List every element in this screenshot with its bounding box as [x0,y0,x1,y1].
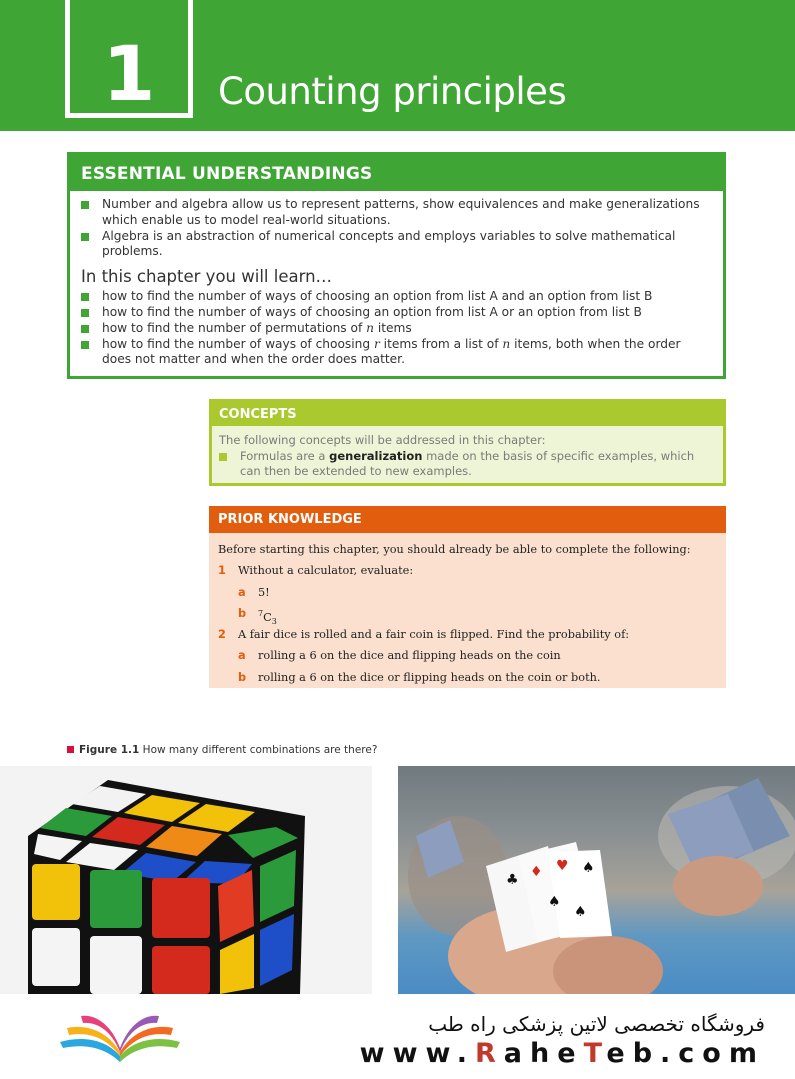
bullet-icon [81,325,89,333]
chapter-number: 1 [102,29,156,118]
bullet-icon [219,453,227,461]
bullet-icon [81,201,89,209]
svg-text:♦: ♦ [530,864,543,880]
subquestion-row [218,645,718,666]
question-text: A fair dice is rolled and a fair coin is flipped. Find the probability of: [238,628,630,642]
concepts-list [219,449,715,480]
list-item: how to find the number of ways of choosing an option from list A and an option from list B [81,289,711,305]
essential-understandings-body [70,191,723,368]
understandings-list [81,197,711,260]
question-row [218,560,718,581]
open-book-logo-icon [55,1008,185,1068]
svg-text:♠: ♠ [582,860,595,876]
learn-list [81,289,711,368]
list-item: how to find the number of permutations of n items [81,321,711,337]
bullet-icon [81,293,89,301]
playing-cards-photo [398,766,795,994]
essential-understandings-box [67,152,726,379]
bullet-icon [81,233,89,241]
list-item: Formulas are a generalization made on the basis of specific examples, which can then be extended to new examples. [219,449,715,480]
subquestion-label: a [238,585,246,599]
svg-text:♠: ♠ [574,904,587,920]
subquestion-text: rolling a 6 on the dice or flipping heads on the coin or both. [258,670,601,684]
concepts-heading: CONCEPTS [212,402,723,426]
prior-knowledge-body [209,533,726,688]
subquestion-label: b [238,606,247,620]
list-item: how to find the number of ways of choosing an option from list A or an option from list B [81,305,711,321]
list-item: Algebra is an abstraction of numerical concepts and employs variables to solve mathematical problems. [81,229,711,261]
subquestion-label: b [238,670,247,684]
question-number: 2 [218,628,226,642]
list-item: Number and algebra allow us to represent patterns, show equivalences and make generalizations which enable us to model real-world situations. [81,197,711,229]
concepts-body [212,426,723,480]
list-item: how to find the number of ways of choosing r items from a list of n items, both when the order does not matter and when the order does matter. [81,337,711,369]
chapter-header [0,0,795,131]
svg-text:♠: ♠ [548,894,561,910]
caption-marker-icon [67,746,74,753]
prior-intro: Before starting this chapter, you should already be able to complete the following: [218,543,691,556]
store-name-persian: فروشگاه تخصصی لاتین پزشکی راه طب [428,1012,765,1036]
essential-understandings-heading: ESSENTIAL UNDERSTANDINGS [70,155,723,191]
chapter-title: Counting principles [218,70,567,113]
concepts-box [209,399,726,486]
subquestion-text: rolling a 6 on the dice and flipping heads on the coin [258,649,561,663]
rubiks-cube-illustration [0,766,372,994]
prior-intro-row [218,539,718,560]
watermark-banner [11,994,785,1079]
subquestion-label: a [238,649,246,663]
svg-text:♥: ♥ [556,858,569,874]
subquestion-row [218,582,718,603]
prior-knowledge-heading: PRIOR KNOWLEDGE [209,506,726,533]
question-number: 1 [218,564,226,578]
prior-knowledge-box [209,506,726,688]
bullet-icon [81,309,89,317]
key-term: generalization [329,448,423,463]
figure-caption-text: How many different combinations are there? [142,744,378,756]
subquestion-row [218,667,718,688]
rubiks-cube-photo [0,766,372,994]
bullet-icon [81,341,89,349]
concepts-intro: The following concepts will be addressed in this chapter: [219,433,546,447]
subquestion-text: 5! [258,585,270,599]
question-text: Without a calculator, evaluate: [238,564,414,578]
chapter-number-box [65,0,193,118]
learn-title: In this chapter you will learn… [81,267,333,287]
question-row [218,624,718,645]
subquestion-row [218,603,718,624]
playing-cards-illustration [398,766,795,994]
svg-text:♣: ♣ [506,872,519,888]
figure-label: Figure 1.1 [79,744,140,756]
subquestion-text: $^7C_3$ [258,608,277,626]
figure-caption [67,743,377,757]
store-url[interactable]: www.RaheTeb.com [359,1038,765,1069]
